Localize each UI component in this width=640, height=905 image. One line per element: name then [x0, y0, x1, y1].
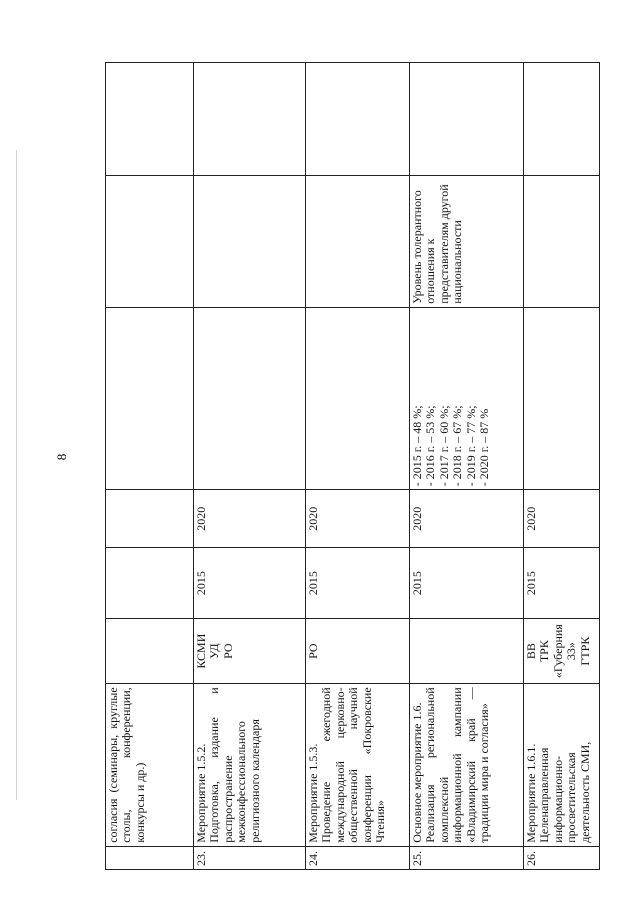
start-year-cell: 2015 [410, 548, 524, 619]
indicator-cell [410, 175, 524, 307]
activity-cell [194, 684, 306, 846]
table-row [194, 63, 306, 870]
executors-cell [306, 618, 410, 683]
activity-cell-line: Мероприятие 1.5.2. [194, 743, 208, 843]
indicator-cell [524, 175, 600, 307]
end-year-cell: 2020 [524, 490, 600, 548]
row-number [106, 846, 194, 869]
end-year-cell: 2020 [410, 490, 524, 548]
table-row [410, 63, 524, 870]
row-number: 26. [524, 846, 600, 869]
executors-cell-line: РО [220, 643, 235, 659]
indicator-cell [194, 175, 306, 307]
activity-cell-line: Целенаправленная информационно-просветительская деятельность СМИ, [537, 741, 592, 843]
executors-cell-line: УД [207, 643, 222, 659]
executors-cell [194, 618, 306, 683]
target-values-cell-line: - 2016 г. – 53 %; [423, 405, 438, 487]
target-values-cell [410, 307, 524, 489]
row-number: 24. [306, 846, 410, 869]
executors-cell-line: ВВ [524, 643, 538, 660]
executors-cell [524, 618, 600, 683]
activity-cell-line: Проведение ежегодной международной церковно-общественной научной конференции «Покровские Чтения» [319, 687, 388, 843]
activity-cell [410, 684, 524, 846]
extra-cell [306, 63, 410, 176]
target-values-cell [306, 307, 410, 489]
start-year-cell: 2015 [524, 548, 600, 619]
activity-cell-line: Основное мероприятие 1.6. [410, 702, 424, 843]
executors-cell-line: РО [306, 643, 320, 659]
start-year-cell: 2015 [306, 548, 410, 619]
activity-cell-line: согласия (семинары, круглые столы, конференции, конкурсы и др.) [106, 687, 147, 843]
target-values-cell [106, 307, 194, 489]
end-year-cell: 2020 [306, 490, 410, 548]
start-year-cell: 2015 [194, 548, 306, 619]
executors-cell-line: КСМИ [194, 633, 208, 669]
activity-cell [306, 684, 410, 846]
target-values-cell-line: - 2020 г. – 87 % [477, 408, 492, 487]
executors-cell-line: 33» [564, 642, 579, 661]
end-year-cell: 2020 [194, 490, 306, 548]
activity-cell-line: Подготовка, издание и распространение межконфессионального религиозного календаря [207, 687, 262, 843]
table-row [106, 63, 194, 870]
target-values-cell [524, 307, 600, 489]
extra-cell [410, 63, 524, 176]
indicator-cell [306, 175, 410, 307]
target-values-cell-line: - 2018 г. – 67 %; [450, 405, 465, 487]
program-activities-table [105, 62, 600, 870]
activity-cell [106, 684, 194, 846]
indicator-cell-line: Уровень толерантного отношения к представителям другой национальности [410, 184, 465, 304]
end-year-cell [106, 490, 194, 548]
extra-cell [194, 63, 306, 176]
target-values-cell-line: - 2015 г. – 48 %; [410, 405, 424, 487]
activity-cell-line: Мероприятие 1.6.1. [524, 743, 538, 843]
executors-cell [106, 618, 194, 683]
target-values-cell-line: - 2017 г. – 60 %; [436, 405, 451, 487]
activity-cell [524, 684, 600, 846]
activity-cell-line: Реализация региональной комплексной информационной кампании «Владимирский край — традиции мира и согласия» [423, 687, 492, 843]
executors-cell-line: ТРК [537, 640, 552, 663]
extra-cell [106, 63, 194, 176]
rotated-table-container [105, 62, 599, 870]
page-number: 8 [54, 453, 69, 461]
activity-cell-line: Мероприятие 1.5.3. [306, 743, 320, 843]
table-row [524, 63, 600, 870]
executors-cell-line: «Губерния [550, 624, 565, 679]
executors-cell [410, 618, 524, 683]
scan-edge-line [16, 150, 17, 800]
target-values-cell-line: - 2019 г. – 77 %; [463, 405, 478, 487]
indicator-cell [106, 175, 194, 307]
target-values-cell [194, 307, 306, 489]
start-year-cell [106, 548, 194, 619]
row-number: 23. [194, 846, 306, 869]
extra-cell [524, 63, 600, 176]
row-number: 25. [410, 846, 524, 869]
table-row [306, 63, 410, 870]
executors-cell-line: ГТРК [577, 636, 592, 666]
